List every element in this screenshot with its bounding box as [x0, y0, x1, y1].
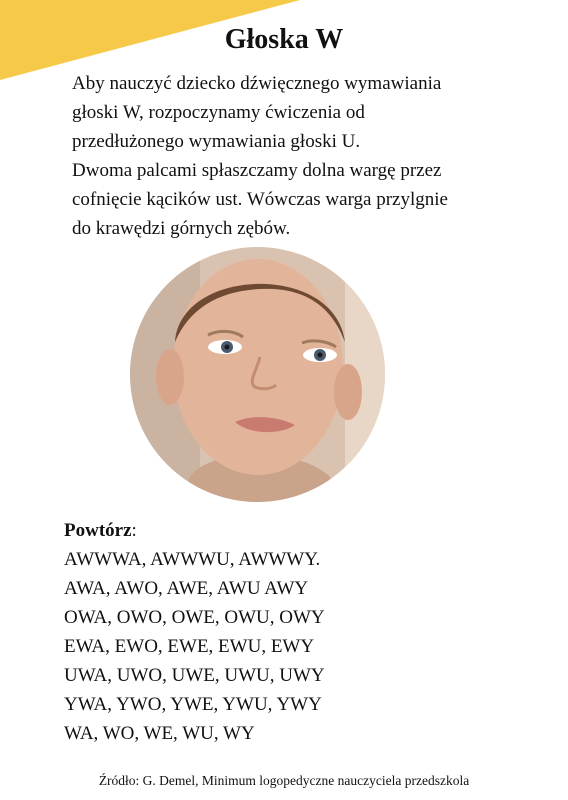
repeat-section	[64, 516, 534, 748]
intro-line: do krawędzi górnych zębów.	[72, 218, 291, 239]
syllable-line: EWA, EWO, EWE, EWU, EWY	[64, 636, 315, 657]
syllable-line: AWA, AWO, AWE, AWU AWY	[64, 578, 309, 599]
repeat-heading-colon: :	[131, 520, 137, 541]
intro-line: Dwoma palcami spłaszczamy dolna wargę przez	[72, 160, 442, 181]
page-title: Głoska W	[224, 24, 344, 55]
intro-line: cofnięcie kącików ust. Wówczas warga przylgnie	[72, 189, 448, 210]
syllable-line: WA, WO, WE, WU, WY	[64, 723, 255, 744]
intro-line: Aby nauczyć dziecko dźwięcznego wymawiania	[72, 73, 442, 94]
repeat-heading: Powtórz	[64, 520, 132, 541]
intro-paragraph	[72, 69, 542, 243]
intro-line: głoski W, rozpoczynamy ćwiczenia od	[72, 102, 365, 123]
source-citation: Źródło: G. Demel, Minimum logopedyczne nauczyciela przedszkola	[98, 773, 470, 788]
repeat-heading-line	[64, 516, 534, 545]
child-face-photo	[130, 247, 385, 502]
syllable-line: AWWWA, AWWWU, AWWWY.	[64, 549, 321, 570]
intro-line: przedłużonego wymawiania głoski U.	[72, 131, 361, 152]
syllable-line: YWA, YWO, YWE, YWU, YWY	[64, 694, 322, 715]
syllable-line: OWA, OWO, OWE, OWU, OWY	[64, 607, 325, 628]
syllable-line: UWA, UWO, UWE, UWU, UWY	[64, 665, 325, 686]
